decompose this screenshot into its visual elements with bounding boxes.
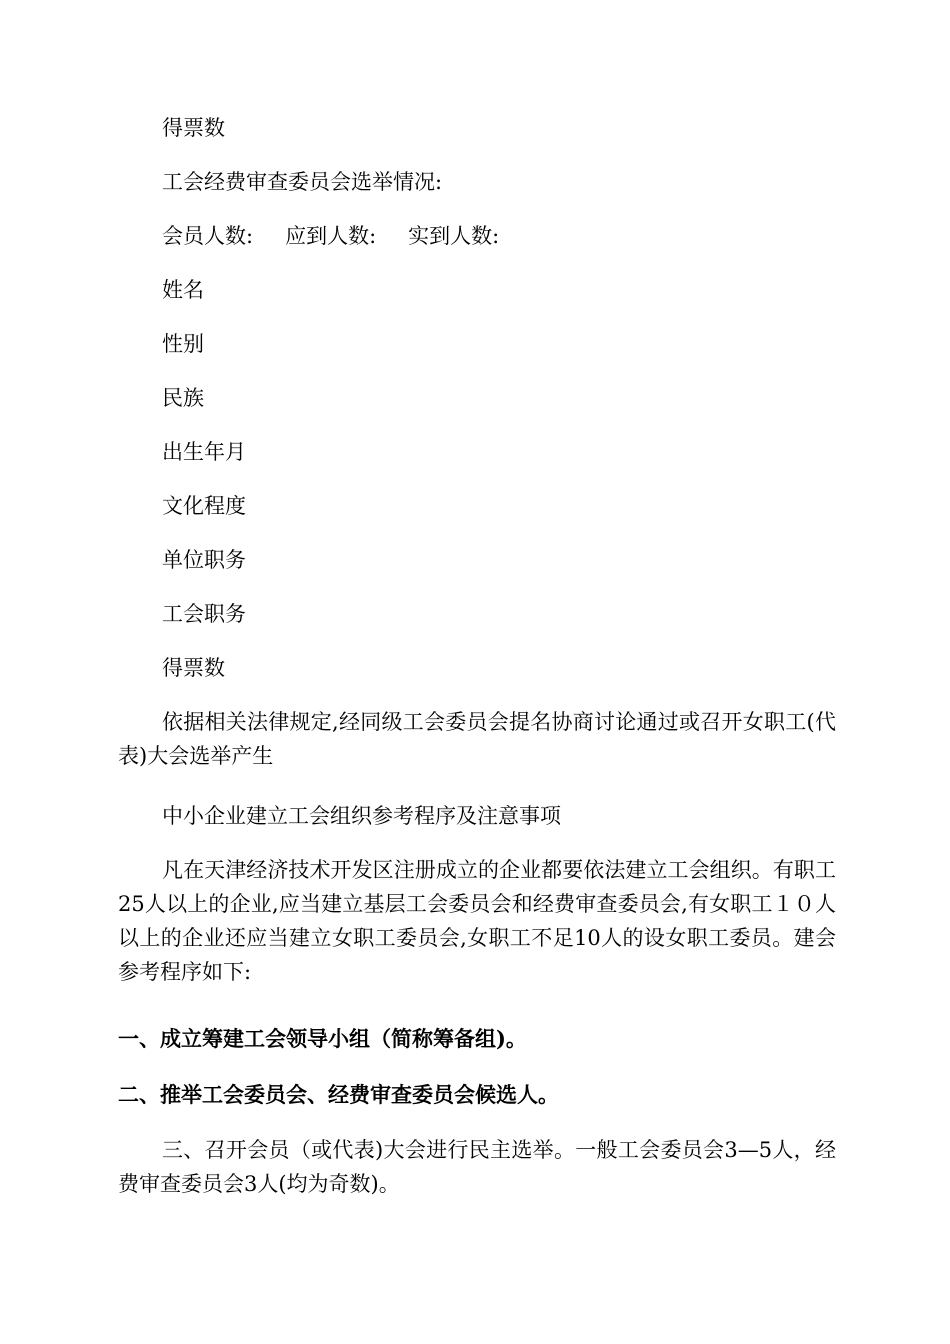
votes-label: 得票数 bbox=[162, 116, 225, 140]
actual-count-label: 实到人数: bbox=[408, 224, 500, 248]
expected-count-label: 应到人数: bbox=[285, 224, 377, 248]
audit-committee-election-heading: 工会经费审查委员会选举情况: bbox=[162, 170, 443, 194]
union-position-label: 工会职务 bbox=[162, 602, 246, 626]
name-label: 姓名 bbox=[162, 278, 204, 302]
member-count-label: 会员人数: bbox=[162, 224, 254, 248]
section-title: 中小企业建立工会组织参考程序及注意事项 bbox=[162, 804, 561, 828]
step-two-heading: 二、推举工会委员会、经费审查委员会候选人。 bbox=[118, 1082, 559, 1107]
legal-basis-paragraph: 依据相关法律规定,经同级工会委员会提名协商讨论通过或召开女职工(代表)大会选举产生 bbox=[118, 710, 836, 768]
votes-label-2: 得票数 bbox=[162, 656, 225, 680]
attendance-line bbox=[118, 219, 836, 253]
intro-paragraph: 凡在天津经济技术开发区注册成立的企业都要依法建立工会组织。有职工25人以上的企业,应当建立基层工会委员会和经费审查委员会,有女职工１０人以上的企业还应当建立女职工委员会,女职工不足10人的设女职工委员。建会参考程序如下: bbox=[118, 858, 836, 984]
ethnicity-label: 民族 bbox=[162, 386, 204, 410]
gender-label: 性别 bbox=[162, 332, 204, 356]
step-one-heading: 一、成立筹建工会领导小组（简称筹备组)。 bbox=[118, 1026, 527, 1051]
education-label: 文化程度 bbox=[162, 494, 246, 518]
work-position-label: 单位职务 bbox=[162, 548, 246, 572]
birth-date-label: 出生年月 bbox=[162, 440, 246, 464]
step-three-paragraph: 三、召开会员（或代表)大会进行民主选举。一般工会委员会3—5人，经费审查委员会3人(均为奇数)。 bbox=[118, 1138, 836, 1196]
